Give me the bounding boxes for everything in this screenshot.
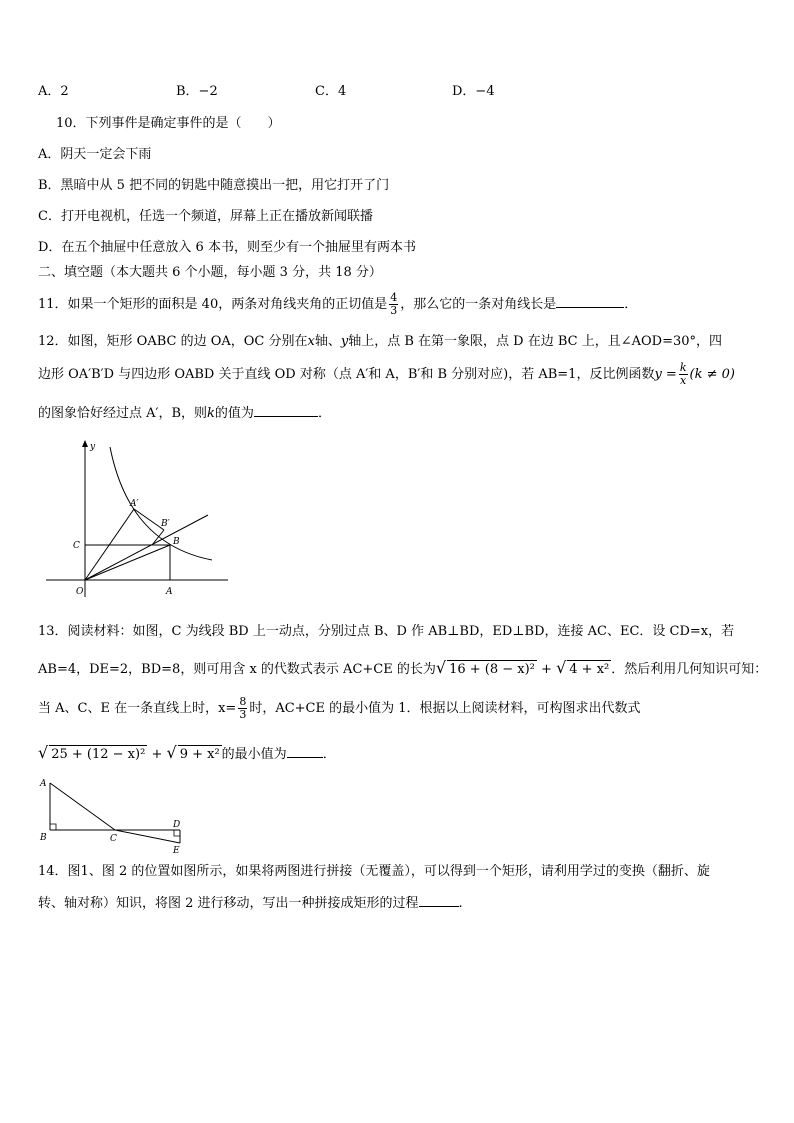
fig12-label-b-prime: B′ <box>161 519 170 529</box>
q13-answer-blank[interactable] <box>287 745 323 758</box>
q14-l2: 转、轴对称）知识，将图 2 进行移动，写出一种拼接成矩形的过程 <box>38 896 419 911</box>
q13-fraction <box>238 696 247 721</box>
sqrt-icon: √ <box>38 743 49 762</box>
q11-part2: ，那么它的一条对角线长是 <box>400 297 557 312</box>
fig13-right-angle-b <box>50 824 56 830</box>
q11-end: ． <box>624 297 638 312</box>
fig13-label-a: A <box>40 779 47 789</box>
q14-line1: 14．图1、图 2 的位置如图所示，如果将两图进行拼接（无覆盖），可以得到一个矩形，请利用学过的变换（翻折、旋 <box>38 864 710 879</box>
q12-l1-b: 轴、 <box>314 334 341 349</box>
q11-part1: 11．如果一个矩形的面积是 40，两条对角线夹角的正切值是 <box>38 297 388 312</box>
fig12-label-o: O <box>76 587 84 597</box>
q10-option-d: D．在五个抽屉中任意放入 6 本书，则至少有一个抽屉里有两本书 <box>38 240 416 255</box>
q12-func-num: k <box>679 361 687 374</box>
q13-figure <box>37 774 187 854</box>
q12-line1 <box>38 333 722 351</box>
fig12-hyperbola <box>110 447 212 560</box>
q13-frac-den: 3 <box>239 708 247 721</box>
q9-option-d: D．−4 <box>452 84 495 99</box>
q12-func-lhs: y = <box>654 367 677 382</box>
q10-option-a: A．阴天一定会下雨 <box>38 147 152 162</box>
sqrt-icon: √ <box>435 658 447 677</box>
q12-l3-a: 的图象恰好经过点 A′，B，则 <box>38 406 208 421</box>
q11-frac-den: 3 <box>390 304 398 317</box>
q13-sqrt4: 9 + x² <box>179 747 220 762</box>
q12-var-y: y <box>340 334 349 349</box>
q14-end: . <box>458 896 463 911</box>
fig12-y-arrow <box>82 440 88 447</box>
fig13-label-c: C <box>110 834 117 844</box>
fig12-label-a: A <box>166 587 173 597</box>
q10-option-c: C．打开电视机，任选一个频道，屏幕上正在播放新闻联播 <box>38 209 373 224</box>
q12-func-cond: (k ≠ 0) <box>689 367 735 382</box>
q13-l4-b: 的最小值为 <box>221 747 287 762</box>
q13-l3-b: 时，AC+CE 的最小值为 1．根据以上阅读材料，可构图求出代数式 <box>249 701 641 716</box>
q13-l2-b: ．然后利用几何知识可知： <box>611 662 768 677</box>
q11-text <box>38 290 637 320</box>
q13-line2 <box>38 654 767 684</box>
q13-sqrt3: 25 + (12 − x)² <box>51 747 146 762</box>
q14-line2 <box>38 894 463 913</box>
q12-func-den: x <box>680 374 687 387</box>
q12-l1-a: 12．如图，矩形 OABC 的边 OA，OC 分别在 <box>38 334 308 349</box>
q12-l2-a: 边形 OA′B′D 与四边形 OABD 关于直线 OD 对称（点 A′和 A，B′和 B 分别对应)，若 AB=1，反比例函数 <box>38 367 655 382</box>
q10-option-b: B．黑暗中从 5 把不同的钥匙中随意摸出一把，用它打开了门 <box>38 178 390 193</box>
q13-plus-2: + <box>151 747 163 762</box>
q13-sqrt2: 4 + x² <box>569 662 610 677</box>
sqrt-icon: √ <box>556 658 567 677</box>
fig13-segment-ce <box>115 830 180 843</box>
fig12-label-y: y <box>90 442 96 452</box>
q12-var-x: x <box>307 334 315 349</box>
q9-option-b: B．−2 <box>176 84 218 99</box>
fig13-segment-ac <box>50 783 115 830</box>
fig13-label-e: E <box>173 846 180 854</box>
fig12-label-a-prime: A′ <box>130 499 139 509</box>
sqrt-icon: √ <box>166 743 177 762</box>
q12-line3 <box>38 404 331 423</box>
q11-fraction <box>389 292 398 317</box>
q13-line4 <box>38 739 336 769</box>
q12-l1-c: 轴上，点 B 在第一象限，点 D 在边 BC 上，且∠AOD=30°，四 <box>348 334 723 349</box>
q9-option-a: A．2 <box>38 84 69 99</box>
q10-stem: 10．下列事件是确定事件的是（ ） <box>56 116 281 131</box>
q12-end: ． <box>317 406 331 421</box>
fig12-label-b: B <box>173 537 180 547</box>
q12-var-k: k <box>207 406 215 421</box>
q13-line1: 13．阅读材料：如图，C 为线段 BD 上一动点，分别过点 B、D 作 AB⊥BD，ED⊥BD，连接 AC、EC．设 CD=x，若 <box>38 624 735 639</box>
q13-frac-num: 8 <box>239 695 247 708</box>
q13-line3 <box>38 693 641 725</box>
q11-frac-num: 4 <box>390 291 398 304</box>
q13-l3-a: 当 A、C、E 在一条直线上时，x= <box>38 701 237 716</box>
q11-answer-blank[interactable] <box>556 295 624 308</box>
q12-line2 <box>38 358 735 392</box>
q12-func-fraction <box>679 362 688 387</box>
q13-end: ． <box>322 747 336 762</box>
q14-answer-blank[interactable] <box>419 894 459 907</box>
q12-l3-b: 的值为 <box>214 406 254 421</box>
fig13-label-d: D <box>173 820 181 830</box>
fig13-right-angle-d <box>174 830 180 836</box>
fig12-segment-ob <box>85 545 170 580</box>
q13-sqrt1: 16 + (8 − x)² <box>449 662 535 677</box>
q13-plus: + <box>541 662 552 677</box>
fig12-segment-a1b1 <box>134 509 164 530</box>
q12-figure <box>40 437 235 602</box>
fig13-label-b: B <box>40 833 47 843</box>
section-heading: 二、填空题（本大题共 6 个小题，每小题 3 分，共 18 分） <box>38 265 382 280</box>
q13-l2-a: AB=4，DE=2，BD=8，则可用含 x 的代数式表示 AC+CE 的长为 <box>38 662 436 677</box>
fig12-label-c: C <box>73 541 80 551</box>
q9-option-c: C．4 <box>315 84 347 99</box>
q12-answer-blank[interactable] <box>254 404 318 417</box>
